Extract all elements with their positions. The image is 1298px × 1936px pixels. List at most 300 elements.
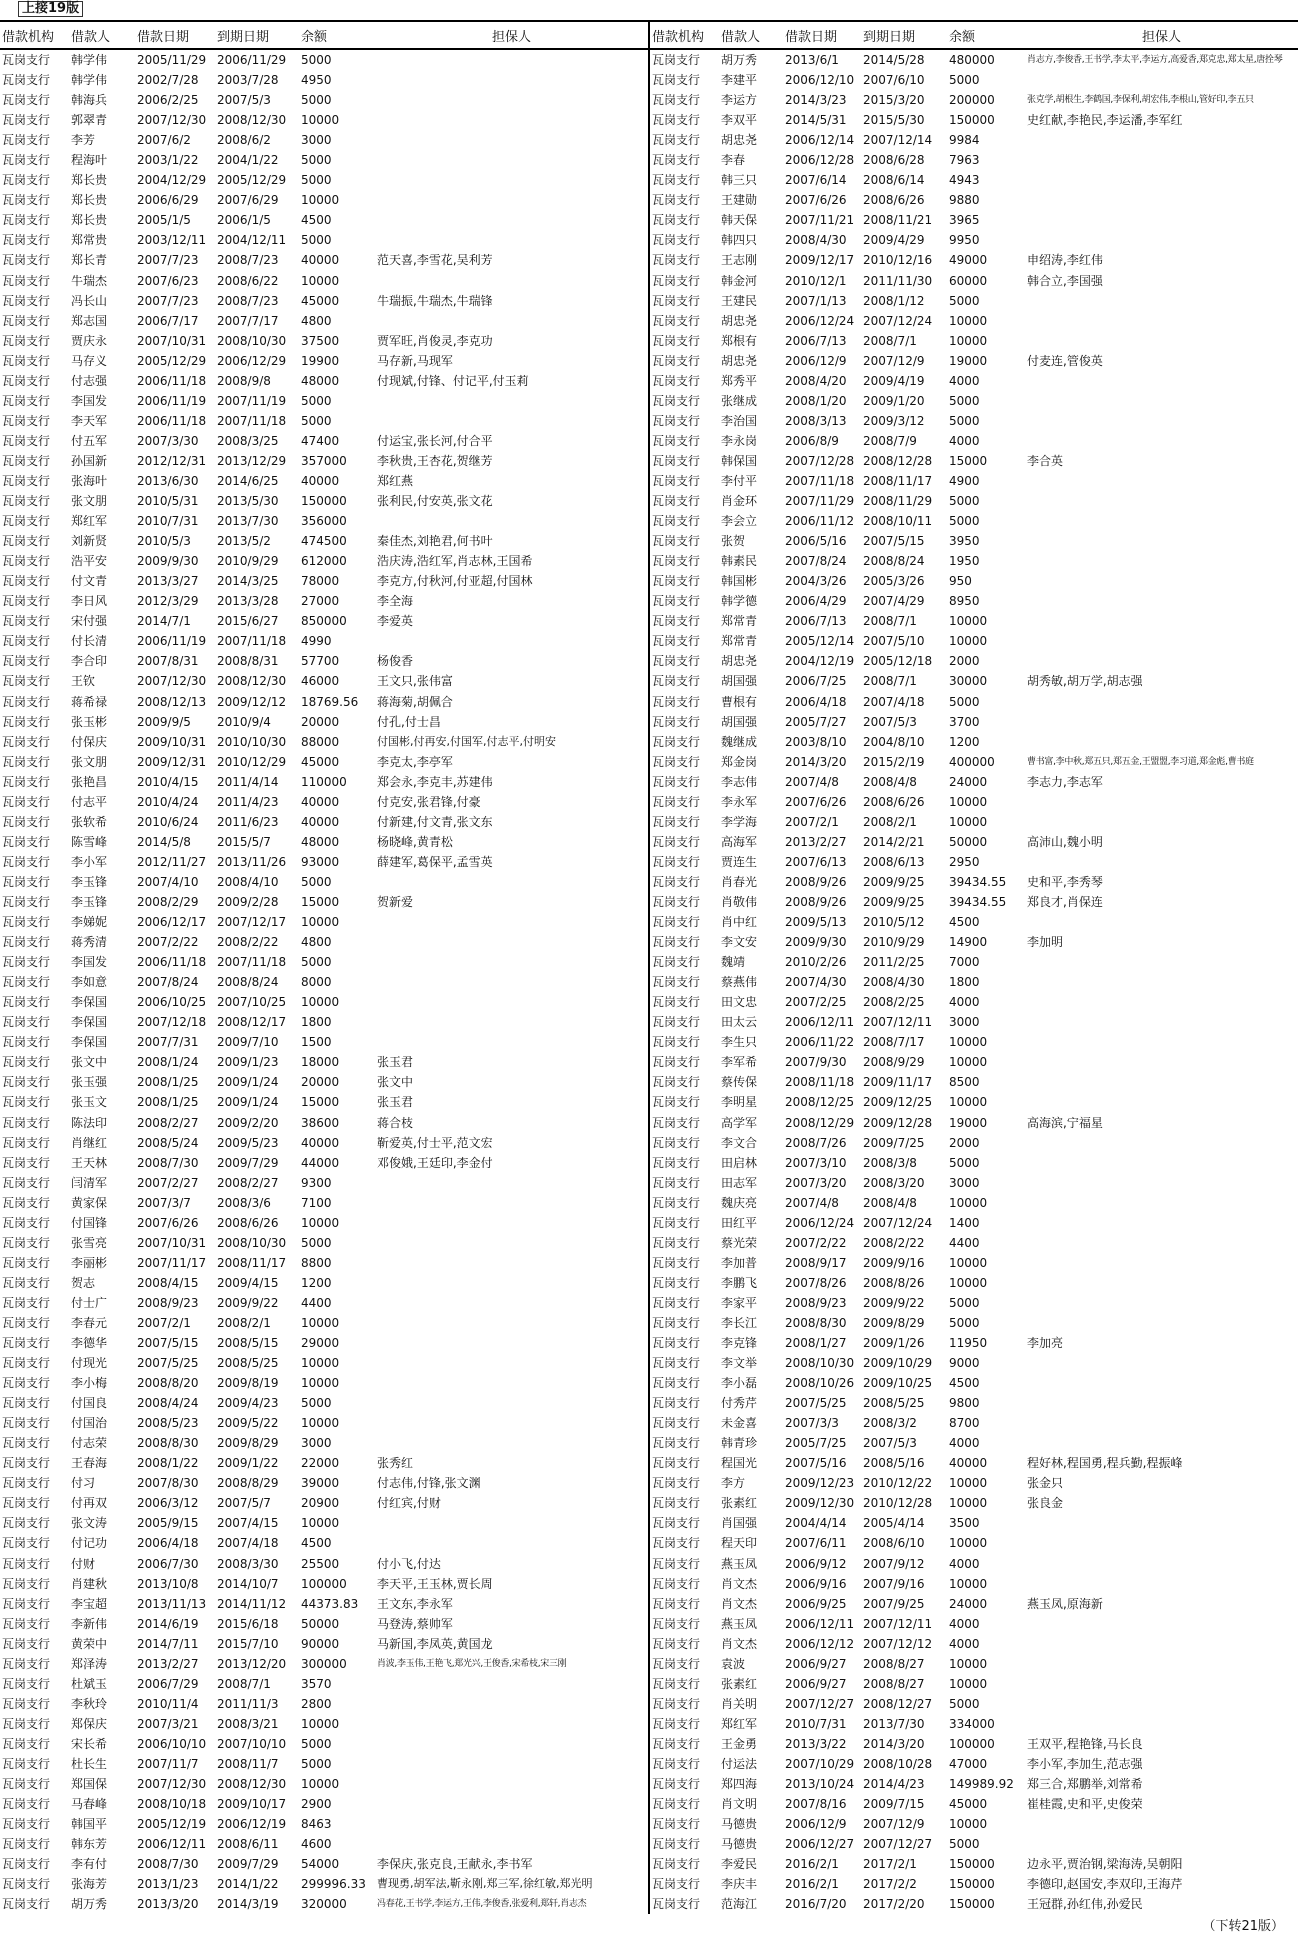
balance-cell: 4800 xyxy=(301,935,332,950)
guarantor-cell xyxy=(375,130,648,150)
institution-cell: 瓦岗支行 xyxy=(2,975,51,990)
guarantor-cell xyxy=(375,952,648,972)
guarantor-cell xyxy=(375,1774,648,1794)
institution-cell: 瓦岗支行 xyxy=(652,514,701,529)
col-borrower: 借款人 xyxy=(719,21,783,49)
guarantor-cell xyxy=(375,1193,648,1213)
right-half xyxy=(648,20,1298,1914)
borrower-cell: 王志刚 xyxy=(721,253,758,268)
institution-cell: 瓦岗支行 xyxy=(2,453,51,468)
guarantor-cell xyxy=(1025,1574,1298,1594)
loan-date-cell: 2006/10/10 xyxy=(137,1736,207,1751)
due-date-cell: 2010/12/29 xyxy=(217,754,287,769)
borrower-cell: 张贺 xyxy=(721,534,746,549)
institution-cell: 瓦岗支行 xyxy=(652,1817,701,1832)
loan-date-cell: 2006/7/13 xyxy=(785,614,847,629)
due-date-cell: 2008/10/30 xyxy=(217,1235,287,1250)
guarantor-cell xyxy=(375,110,648,130)
due-date-cell: 2010/12/22 xyxy=(863,1476,933,1491)
balance-cell: 10000 xyxy=(949,1676,988,1691)
guarantor-cell: 张克学,胡根生,李鹤国,李保利,胡宏伟,李根山,管好印,李五只 xyxy=(1027,95,1254,106)
due-date-cell: 2005/12/29 xyxy=(217,173,287,188)
institution-cell: 瓦岗支行 xyxy=(652,1736,701,1751)
loan-date-cell: 2008/8/30 xyxy=(785,1315,847,1330)
due-date-cell: 2014/3/25 xyxy=(217,574,279,589)
balance-cell: 10000 xyxy=(949,614,988,629)
institution-cell: 瓦岗支行 xyxy=(652,1035,701,1050)
loan-date-cell: 2007/10/31 xyxy=(137,1235,207,1250)
loan-date-cell: 2008/2/29 xyxy=(137,894,199,909)
due-date-cell: 2009/11/17 xyxy=(863,1075,933,1090)
loan-date-cell: 2006/7/29 xyxy=(137,1676,199,1691)
guarantor-cell xyxy=(1025,631,1298,651)
borrower-cell: 郑四海 xyxy=(721,1777,758,1792)
guarantor-cell: 付国彬,付再安,付国军,付志平,付明安 xyxy=(377,734,556,748)
balance-cell: 15000 xyxy=(949,453,988,468)
table-row xyxy=(0,1453,648,1473)
borrower-cell: 韩国彬 xyxy=(721,574,758,589)
balance-cell: 4400 xyxy=(949,1235,980,1250)
institution-cell: 瓦岗支行 xyxy=(652,734,701,749)
borrower-cell: 张文涛 xyxy=(71,1516,108,1531)
loan-date-cell: 2014/3/23 xyxy=(785,93,847,108)
balance-cell: 39434.55 xyxy=(949,874,1007,889)
loan-date-cell: 2007/9/30 xyxy=(785,1055,847,1070)
due-date-cell: 2007/11/18 xyxy=(217,955,287,970)
balance-cell: 40000 xyxy=(301,814,340,829)
balance-cell: 50000 xyxy=(949,834,988,849)
loan-date-cell: 2006/12/14 xyxy=(785,133,855,148)
borrower-cell: 李如意 xyxy=(71,975,108,990)
due-date-cell: 2008/7/23 xyxy=(217,293,279,308)
due-date-cell: 2006/12/29 xyxy=(217,353,287,368)
guarantor-cell: 马新国,李凤英,黄国龙 xyxy=(377,1636,493,1651)
table-row xyxy=(650,291,1298,311)
institution-cell: 瓦岗支行 xyxy=(652,1436,701,1451)
table-row xyxy=(650,471,1298,491)
table-row xyxy=(650,1153,1298,1173)
institution-cell: 瓦岗支行 xyxy=(652,433,701,448)
balance-cell: 48000 xyxy=(301,373,340,388)
institution-cell: 瓦岗支行 xyxy=(652,93,701,108)
due-date-cell: 2008/8/31 xyxy=(217,654,279,669)
institution-cell: 瓦岗支行 xyxy=(652,935,701,950)
institution-cell: 瓦岗支行 xyxy=(2,373,51,388)
col-loan-date: 借款日期 xyxy=(135,21,215,49)
due-date-cell: 2008/7/17 xyxy=(863,1035,925,1050)
table-row xyxy=(0,150,648,170)
balance-cell: 46000 xyxy=(301,674,340,689)
col-due-date: 到期日期 xyxy=(861,21,947,49)
loan-date-cell: 2007/8/30 xyxy=(137,1476,199,1491)
table-row xyxy=(0,992,648,1012)
table-row xyxy=(0,190,648,210)
guarantor-cell: 王文东,李永军 xyxy=(377,1596,453,1611)
borrower-cell: 韩金河 xyxy=(721,273,758,288)
loan-date-cell: 2016/7/20 xyxy=(785,1897,847,1912)
balance-cell: 299996.33 xyxy=(301,1877,366,1892)
institution-cell: 瓦岗支行 xyxy=(652,1877,701,1892)
loan-date-cell: 2008/11/18 xyxy=(785,1075,855,1090)
table-row xyxy=(0,351,648,371)
table-row xyxy=(650,1574,1298,1594)
borrower-cell: 蔡燕伟 xyxy=(721,975,758,990)
due-date-cell: 2009/9/25 xyxy=(863,894,925,909)
table-row xyxy=(650,271,1298,291)
balance-cell: 1200 xyxy=(949,734,980,749)
institution-cell: 瓦岗支行 xyxy=(2,955,51,970)
guarantor-cell: 郑红燕 xyxy=(377,474,414,488)
borrower-cell: 胡国强 xyxy=(721,714,758,729)
table-row xyxy=(0,1072,648,1092)
borrower-cell: 李保国 xyxy=(71,1035,108,1050)
table-row xyxy=(650,331,1298,351)
balance-cell: 8700 xyxy=(949,1416,980,1431)
guarantor-cell xyxy=(1025,391,1298,411)
guarantor-cell: 杨晓峰,黄青松 xyxy=(377,834,453,849)
balance-cell: 5000 xyxy=(301,955,332,970)
borrower-cell: 郑常贵 xyxy=(71,233,108,248)
balance-cell: 5000 xyxy=(949,494,980,509)
balance-cell: 4943 xyxy=(949,173,980,188)
borrower-cell: 郑长贵 xyxy=(71,213,108,228)
institution-cell: 瓦岗支行 xyxy=(2,1777,51,1792)
borrower-cell: 付士广 xyxy=(71,1295,108,1310)
balance-cell: 5000 xyxy=(949,1295,980,1310)
balance-cell: 150000 xyxy=(949,1897,995,1912)
guarantor-cell: 李志力,李志军 xyxy=(1027,774,1103,789)
guarantor-cell xyxy=(1025,1674,1298,1694)
guarantor-cell: 张玉君 xyxy=(377,1095,414,1110)
institution-cell: 瓦岗支行 xyxy=(2,1436,51,1451)
due-date-cell: 2008/7/1 xyxy=(863,614,917,629)
institution-cell: 瓦岗支行 xyxy=(2,714,51,729)
due-date-cell: 2008/2/1 xyxy=(863,814,917,829)
due-date-cell: 2009/5/22 xyxy=(217,1416,279,1431)
due-date-cell: 2008/8/26 xyxy=(863,1275,925,1290)
institution-cell: 瓦岗支行 xyxy=(2,53,51,68)
guarantor-cell xyxy=(375,1794,648,1814)
due-date-cell: 2008/3/30 xyxy=(217,1556,279,1571)
borrower-cell: 蒋秀清 xyxy=(71,935,108,950)
institution-cell: 瓦岗支行 xyxy=(652,153,701,168)
table-row xyxy=(0,1253,648,1273)
table-row xyxy=(650,812,1298,832)
guarantor-cell: 李合英 xyxy=(1027,453,1064,468)
due-date-cell: 2008/3/2 xyxy=(863,1416,917,1431)
guarantor-cell: 程好林,程国勇,程兵勤,程振峰 xyxy=(1027,1456,1183,1471)
loan-date-cell: 2009/10/31 xyxy=(137,734,207,749)
loan-date-cell: 2014/5/31 xyxy=(785,113,847,128)
loan-date-cell: 2007/7/31 xyxy=(137,1035,199,1050)
table-row xyxy=(0,1554,648,1574)
balance-cell: 5000 xyxy=(301,1757,332,1771)
guarantor-cell: 胡秀敏,胡万学,胡志强 xyxy=(1027,674,1143,689)
balance-cell: 4800 xyxy=(301,313,332,328)
col-balance: 余额 xyxy=(299,21,375,49)
borrower-cell: 付长清 xyxy=(71,634,108,649)
due-date-cell: 2007/10/10 xyxy=(217,1736,287,1751)
balance-cell: 5000 xyxy=(949,1837,980,1852)
institution-cell: 瓦岗支行 xyxy=(652,113,701,128)
due-date-cell: 2007/12/11 xyxy=(863,1015,933,1030)
guarantor-cell: 蒋合枝 xyxy=(377,1115,414,1130)
borrower-cell: 李小磊 xyxy=(721,1376,758,1391)
table-row xyxy=(0,571,648,591)
loan-date-cell: 2007/12/27 xyxy=(785,1696,855,1711)
due-date-cell: 2011/6/23 xyxy=(217,814,279,829)
loan-date-cell: 2006/12/11 xyxy=(137,1837,207,1852)
guarantor-cell xyxy=(1025,1313,1298,1333)
table-row xyxy=(650,391,1298,411)
table-row xyxy=(0,471,648,491)
balance-cell: 5000 xyxy=(301,1235,332,1250)
guarantor-cell xyxy=(375,1814,648,1834)
borrower-cell: 李文举 xyxy=(721,1356,758,1371)
borrower-cell: 李合印 xyxy=(71,654,108,669)
institution-cell: 瓦岗支行 xyxy=(2,754,51,769)
loan-date-cell: 2012/11/27 xyxy=(137,854,207,869)
guarantor-cell: 付新建,付文青,张文东 xyxy=(377,814,493,829)
guarantor-cell xyxy=(1025,1092,1298,1112)
balance-cell: 10000 xyxy=(949,1576,988,1591)
borrower-cell: 肖建秋 xyxy=(71,1576,108,1591)
table-row xyxy=(650,1012,1298,1032)
due-date-cell: 2015/5/7 xyxy=(217,834,271,849)
balance-cell: 3000 xyxy=(301,133,332,148)
institution-cell: 瓦岗支行 xyxy=(652,1115,701,1130)
guarantor-cell xyxy=(375,1313,648,1333)
due-date-cell: 2008/3/21 xyxy=(217,1716,279,1731)
due-date-cell: 2014/10/7 xyxy=(217,1576,279,1591)
balance-cell: 5000 xyxy=(949,393,980,408)
institution-cell: 瓦岗支行 xyxy=(652,1416,701,1431)
balance-cell: 9950 xyxy=(949,233,980,248)
institution-cell: 瓦岗支行 xyxy=(2,413,51,428)
institution-cell: 瓦岗支行 xyxy=(652,694,701,709)
guarantor-cell: 付红宾,付财 xyxy=(377,1496,441,1511)
table-row xyxy=(0,1774,648,1794)
due-date-cell: 2007/5/10 xyxy=(863,634,925,649)
institution-cell: 瓦岗支行 xyxy=(2,1195,51,1210)
borrower-cell: 黄家保 xyxy=(71,1195,108,1210)
borrower-cell: 付运法 xyxy=(721,1757,758,1771)
table-row xyxy=(650,1814,1298,1834)
institution-cell: 瓦岗支行 xyxy=(652,1336,701,1351)
due-date-cell: 2013/7/30 xyxy=(863,1716,925,1731)
due-date-cell: 2010/5/12 xyxy=(863,915,925,930)
borrower-cell: 李国发 xyxy=(71,393,108,408)
loan-date-cell: 2010/12/1 xyxy=(785,273,847,288)
balance-cell: 47000 xyxy=(949,1757,988,1771)
guarantor-cell xyxy=(375,311,648,331)
institution-cell: 瓦岗支行 xyxy=(652,634,701,649)
borrower-cell: 杜斌玉 xyxy=(71,1676,108,1691)
due-date-cell: 2008/2/1 xyxy=(217,1315,271,1330)
due-date-cell: 2015/6/18 xyxy=(217,1616,279,1631)
borrower-cell: 李爱民 xyxy=(721,1857,758,1872)
balance-cell: 3700 xyxy=(949,714,980,729)
borrower-cell: 付志荣 xyxy=(71,1436,108,1451)
institution-cell: 瓦岗支行 xyxy=(652,413,701,428)
guarantor-cell xyxy=(1025,70,1298,90)
loan-date-cell: 2007/4/8 xyxy=(785,774,839,789)
guarantor-cell xyxy=(375,1694,648,1714)
guarantor-cell xyxy=(1025,651,1298,671)
balance-cell: 18769.56 xyxy=(301,694,359,709)
guarantor-cell xyxy=(1025,1173,1298,1193)
table-row xyxy=(650,130,1298,150)
institution-cell: 瓦岗支行 xyxy=(2,1235,51,1250)
loan-date-cell: 2006/8/9 xyxy=(785,433,839,448)
borrower-cell: 肖文明 xyxy=(721,1797,758,1812)
table-row xyxy=(650,210,1298,230)
guarantor-cell: 张金只 xyxy=(1027,1476,1064,1491)
due-date-cell: 2007/12/14 xyxy=(863,133,933,148)
table-row xyxy=(0,892,648,912)
loan-date-cell: 2007/3/10 xyxy=(785,1155,847,1170)
institution-cell: 瓦岗支行 xyxy=(2,935,51,950)
due-date-cell: 2014/4/23 xyxy=(863,1777,925,1792)
guarantor-cell xyxy=(375,1393,648,1413)
balance-cell: 8950 xyxy=(949,594,980,609)
table-row xyxy=(0,812,648,832)
balance-cell: 54000 xyxy=(301,1857,340,1872)
borrower-cell: 未金喜 xyxy=(721,1416,758,1431)
balance-cell: 4500 xyxy=(949,915,980,930)
loan-date-cell: 2007/11/17 xyxy=(137,1255,207,1270)
balance-cell: 4000 xyxy=(949,995,980,1010)
table-row xyxy=(0,712,648,732)
institution-cell: 瓦岗支行 xyxy=(2,1356,51,1371)
borrower-cell: 李保国 xyxy=(71,1015,108,1030)
table-row xyxy=(0,972,648,992)
guarantor-cell xyxy=(1025,1433,1298,1453)
guarantor-cell xyxy=(1025,1353,1298,1373)
institution-cell: 瓦岗支行 xyxy=(652,1556,701,1571)
table-row xyxy=(650,1233,1298,1253)
balance-cell: 39000 xyxy=(301,1476,340,1491)
borrower-cell: 李德华 xyxy=(71,1336,108,1351)
table-row xyxy=(650,1513,1298,1533)
institution-cell: 瓦岗支行 xyxy=(652,1015,701,1030)
borrower-cell: 李保国 xyxy=(71,995,108,1010)
loan-date-cell: 2007/2/25 xyxy=(785,995,847,1010)
guarantor-cell xyxy=(375,1734,648,1754)
borrower-cell: 王春海 xyxy=(71,1456,108,1471)
col-guarantor: 担保人 xyxy=(375,21,648,49)
due-date-cell: 2007/12/24 xyxy=(863,1215,933,1230)
table-row xyxy=(650,1253,1298,1273)
loan-date-cell: 2007/12/30 xyxy=(137,674,207,689)
balance-cell: 39434.55 xyxy=(949,894,1007,909)
guarantor-cell: 郑良才,肖保连 xyxy=(1027,894,1103,909)
balance-cell: 10000 xyxy=(301,915,340,930)
table-row xyxy=(650,351,1298,371)
loan-tables xyxy=(0,20,1298,1914)
table-row xyxy=(650,1674,1298,1694)
borrower-cell: 浩平安 xyxy=(71,554,108,569)
guarantor-cell xyxy=(375,1253,648,1273)
balance-cell: 10000 xyxy=(301,273,340,288)
due-date-cell: 2009/10/17 xyxy=(217,1797,287,1812)
institution-cell: 瓦岗支行 xyxy=(2,313,51,328)
due-date-cell: 2007/4/18 xyxy=(217,1536,279,1551)
due-date-cell: 2010/9/29 xyxy=(217,554,279,569)
institution-cell: 瓦岗支行 xyxy=(2,1456,51,1471)
loan-date-cell: 2004/12/29 xyxy=(137,173,207,188)
borrower-cell: 李生只 xyxy=(721,1035,758,1050)
loan-date-cell: 2008/12/25 xyxy=(785,1095,855,1110)
guarantor-cell: 李克太,李亭军 xyxy=(377,754,453,769)
borrower-cell: 李建平 xyxy=(721,73,758,88)
borrower-cell: 牛瑞杰 xyxy=(71,273,108,288)
borrower-cell: 张素红 xyxy=(721,1676,758,1691)
guarantor-cell: 付现斌,付锋、付记平,付玉莉 xyxy=(377,373,529,388)
table-row xyxy=(0,952,648,972)
loan-date-cell: 2007/3/7 xyxy=(137,1195,191,1210)
right-rows xyxy=(650,49,1298,1914)
borrower-cell: 魏继成 xyxy=(721,734,758,749)
due-date-cell: 2008/12/28 xyxy=(863,453,933,468)
loan-date-cell: 2008/1/20 xyxy=(785,393,847,408)
institution-cell: 瓦岗支行 xyxy=(2,1837,51,1852)
guarantor-cell xyxy=(1025,411,1298,431)
balance-cell: 10000 xyxy=(301,1315,340,1330)
balance-cell: 60000 xyxy=(949,273,988,288)
table-row xyxy=(650,1894,1298,1914)
borrower-cell: 李治国 xyxy=(721,413,758,428)
loan-date-cell: 2013/10/8 xyxy=(137,1576,199,1591)
table-row xyxy=(0,1433,648,1453)
balance-cell: 47400 xyxy=(301,433,340,448)
borrower-cell: 郑志国 xyxy=(71,313,108,328)
due-date-cell: 2007/6/29 xyxy=(217,193,279,208)
loan-date-cell: 2014/7/1 xyxy=(137,614,191,629)
institution-cell: 瓦岗支行 xyxy=(2,654,51,669)
balance-cell: 27000 xyxy=(301,594,340,609)
table-row xyxy=(650,1193,1298,1213)
borrower-cell: 李文安 xyxy=(721,935,758,950)
loan-date-cell: 2007/11/18 xyxy=(785,474,855,488)
guarantor-cell: 范天喜,李雪花,吴利芳 xyxy=(377,253,493,268)
balance-cell: 5000 xyxy=(301,413,332,428)
table-row xyxy=(650,1614,1298,1634)
due-date-cell: 2009/7/25 xyxy=(863,1135,925,1150)
loan-date-cell: 2007/11/7 xyxy=(137,1757,199,1771)
table-row xyxy=(650,1554,1298,1574)
guarantor-cell xyxy=(1025,1012,1298,1032)
guarantor-cell xyxy=(375,1674,648,1694)
loan-date-cell: 2005/11/29 xyxy=(137,53,207,68)
loan-date-cell: 2007/2/27 xyxy=(137,1175,199,1190)
loan-date-cell: 2007/7/23 xyxy=(137,253,199,268)
loan-date-cell: 2006/12/10 xyxy=(785,73,855,88)
table-row xyxy=(0,1634,648,1654)
due-date-cell: 2007/12/24 xyxy=(863,313,933,328)
institution-cell: 瓦岗支行 xyxy=(2,353,51,368)
balance-cell: 5000 xyxy=(301,874,332,889)
guarantor-cell xyxy=(1025,1714,1298,1734)
balance-cell: 2000 xyxy=(949,1135,980,1150)
guarantor-cell xyxy=(1025,170,1298,190)
guarantor-cell xyxy=(1025,1554,1298,1574)
table-row xyxy=(0,1654,648,1674)
guarantor-cell xyxy=(1025,1153,1298,1173)
borrower-cell: 郑国保 xyxy=(71,1777,108,1792)
guarantor-cell: 李爱英 xyxy=(377,614,414,629)
institution-cell: 瓦岗支行 xyxy=(652,614,701,629)
